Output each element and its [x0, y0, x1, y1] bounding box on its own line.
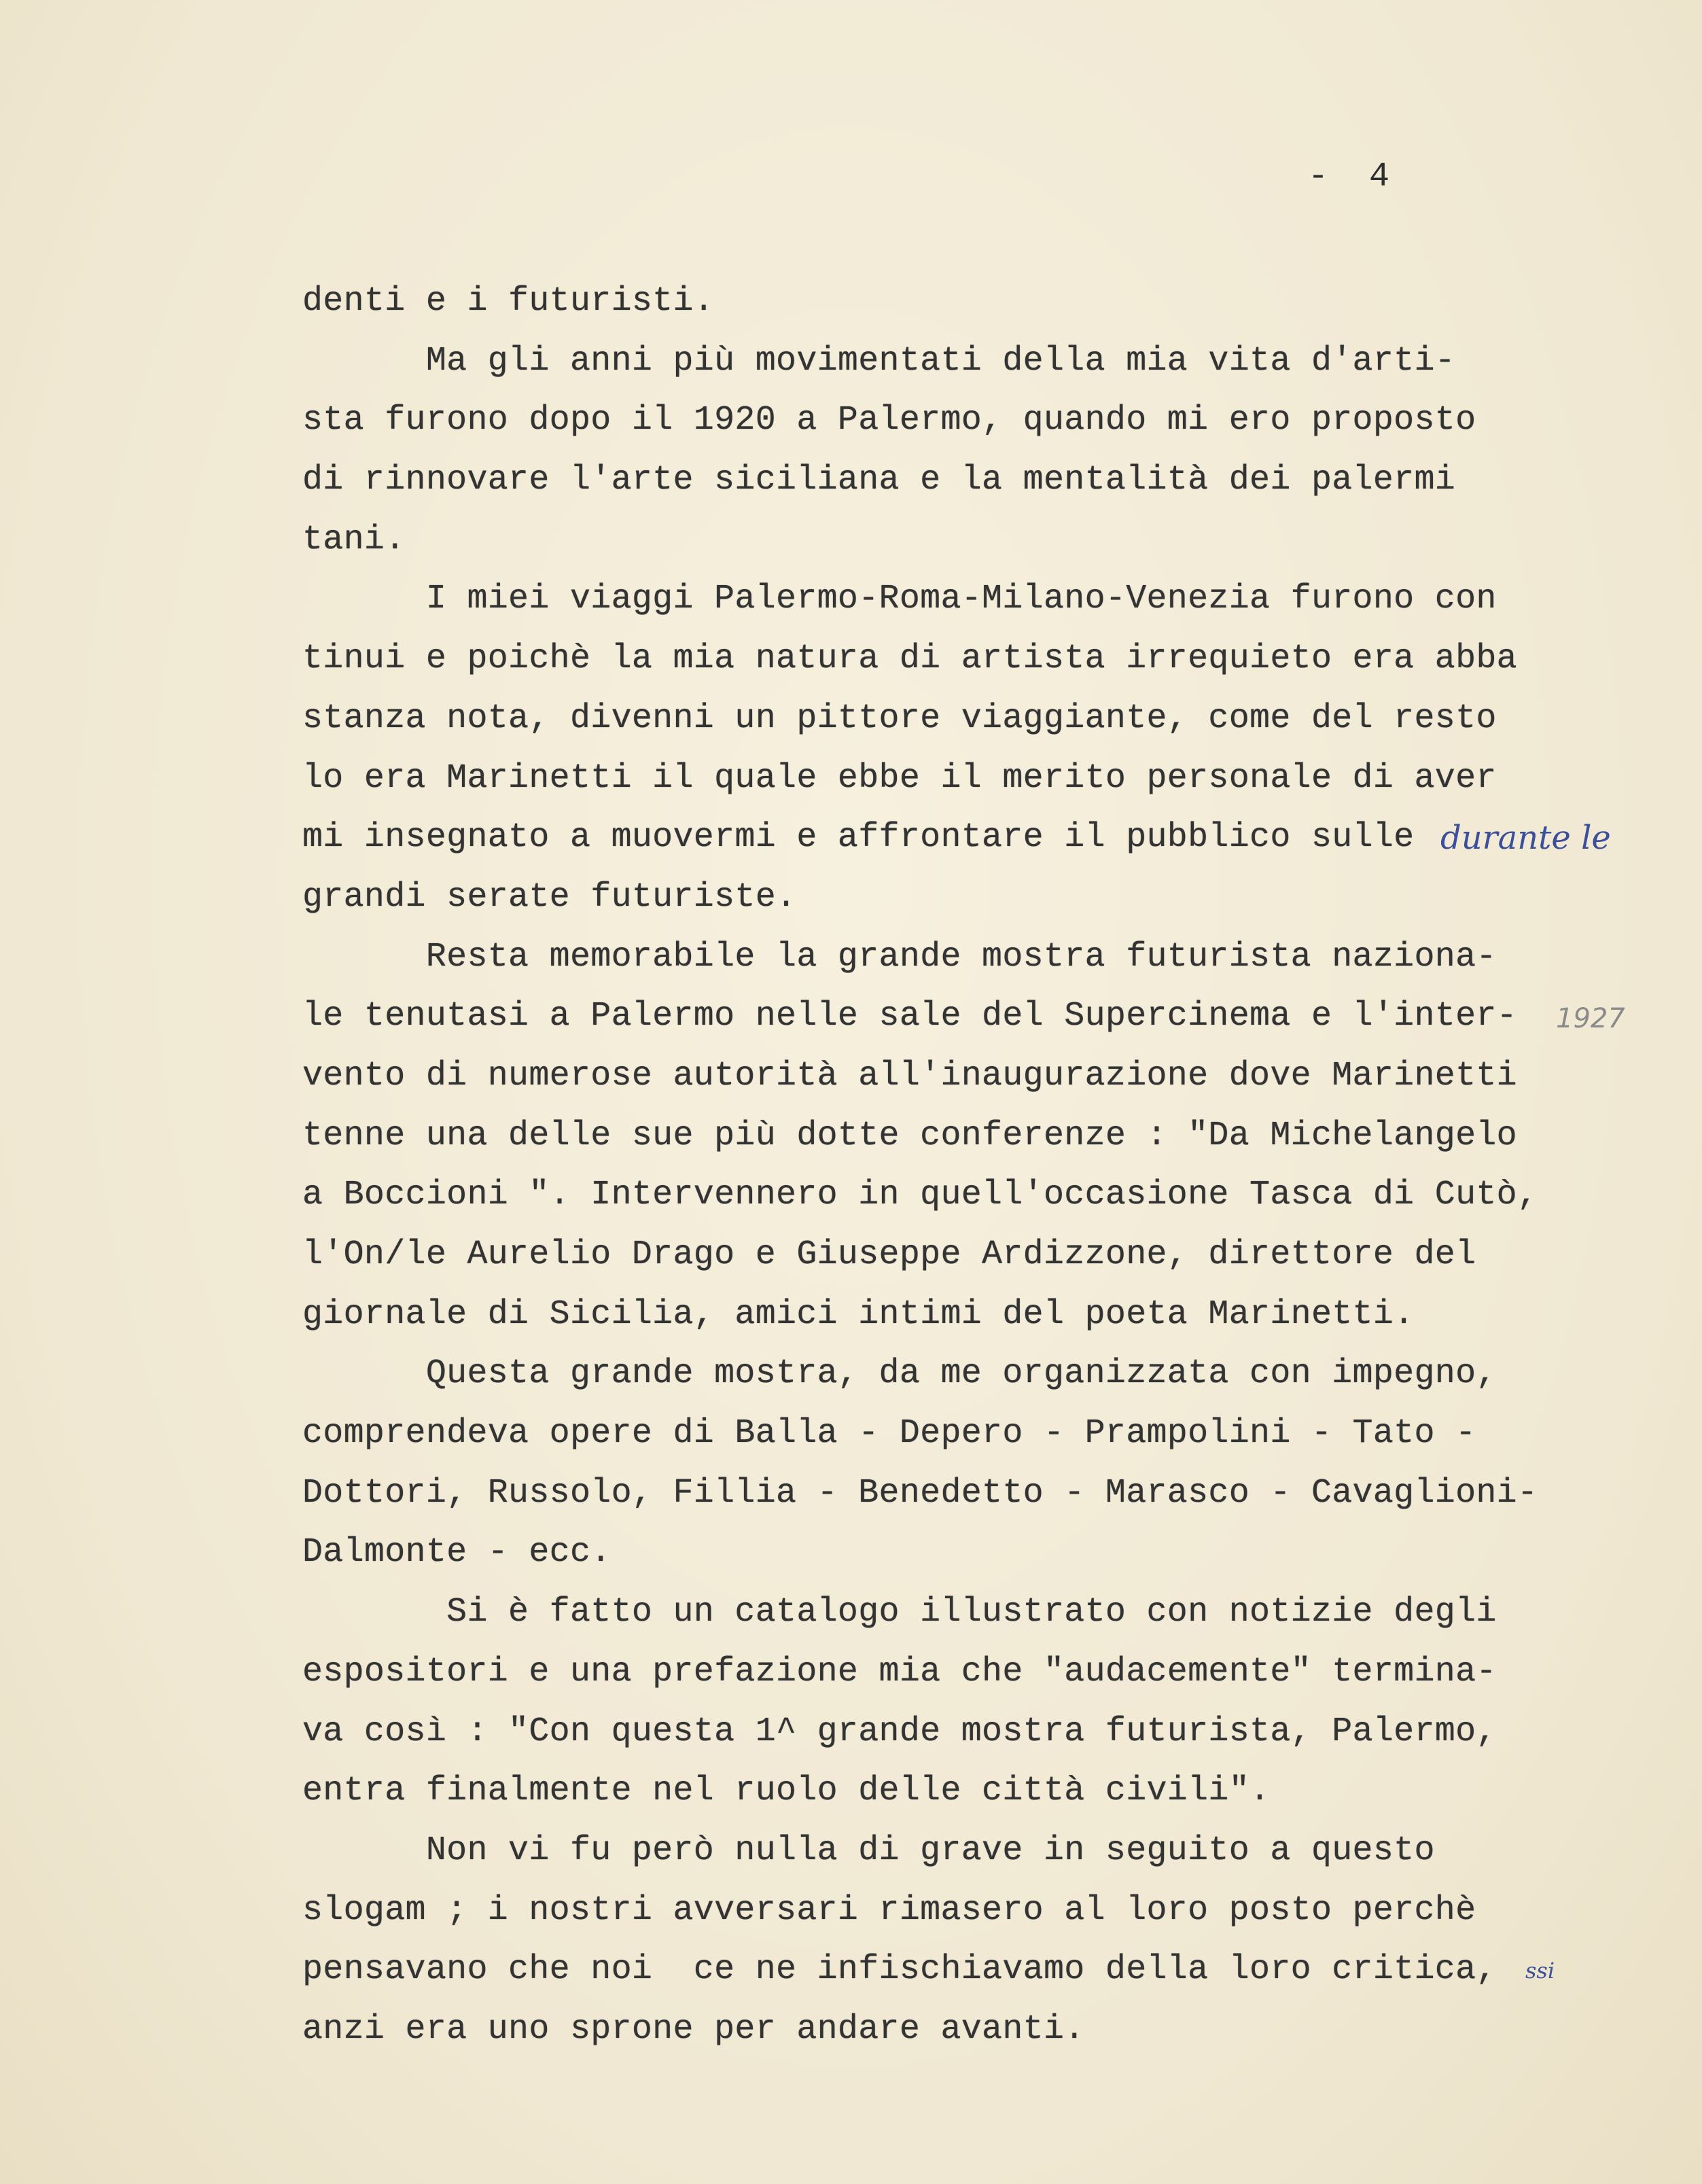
text-line: Dalmonte - ecc.	[302, 1533, 611, 1572]
text-line: lo era Marinetti il quale ebbe il merito personale di aver	[302, 758, 1497, 798]
handwritten-annotation: durante le	[1440, 819, 1611, 857]
text-line: sta furono dopo il 1920 a Palermo, quando mi ero proposto	[302, 401, 1476, 440]
text-line: mi insegnato a muovermi e affrontare il pubblico sulle	[302, 818, 1415, 858]
page-number: - 4	[1308, 158, 1390, 196]
text-line: Si è fatto un catalogo illustrato con notizie degli	[302, 1593, 1497, 1632]
text-line: anzi era uno sprone per andare avanti.	[302, 2009, 1085, 2049]
text-line: giornale di Sicilia, amici intimi del poeta Marinetti.	[302, 1294, 1415, 1334]
text-line: l'On/le Aurelio Drago e Giuseppe Ardizzone, direttore del	[302, 1235, 1476, 1274]
text-line: le tenutasi a Palermo nelle sale del Supercinema e l'inter-	[302, 997, 1517, 1036]
text-line: comprendeva opere di Balla - Depero - Prampolini - Tato -	[302, 1414, 1476, 1454]
text-line: stanza nota, divenni un pittore viaggiante, come del resto	[302, 699, 1497, 738]
typewritten-text	[302, 272, 1538, 2060]
text-line: Questa grande mostra, da me organizzata con impegno,	[302, 1354, 1497, 1394]
text-line: tani.	[302, 520, 406, 559]
text-line: pensavano che noi ce ne infischiavamo della loro critica,	[302, 1950, 1497, 1990]
text-line: entra finalmente nel ruolo delle città civili".	[302, 1772, 1271, 1811]
text-line: vento di numerose autorità all'inaugurazione dove Marinetti	[302, 1056, 1517, 1095]
text-line: tinui e poichè la mia natura di artista irrequieto era abba	[302, 639, 1517, 679]
text-line: di rinnovare l'arte siciliana e la mentalità dei palermi	[302, 461, 1456, 500]
pencil-annotation: 1927	[1556, 1003, 1625, 1034]
text-line: tenne una delle sue più dotte conferenze : "Da Michelangelo	[302, 1116, 1517, 1155]
handwritten-annotation: ssi	[1525, 1958, 1555, 1984]
text-line: slogam ; i nostri avversari rimasero al loro posto perchè	[302, 1890, 1476, 1930]
text-line: Ma gli anni più movimentati della mia vita d'arti-	[302, 341, 1456, 381]
text-line: Resta memorabile la grande mostra futurista naziona-	[302, 937, 1497, 976]
text-line: denti e i futuristi.	[302, 282, 715, 321]
text-line: a Boccioni ". Intervennero in quell'occasione Tasca di Cutò,	[302, 1176, 1538, 1215]
text-line: Non vi fu però nulla di grave in seguito a questo	[302, 1831, 1435, 1870]
text-line: grandi serate futuriste.	[302, 877, 797, 917]
text-line: Dottori, Russolo, Fillia - Benedetto - Marasco - Cavaglioni-	[302, 1473, 1538, 1513]
text-line: espositori e una prefazione mia che "audacemente" termina-	[302, 1652, 1497, 1691]
text-line: va così : "Con questa 1^ grande mostra futurista, Palermo,	[302, 1712, 1497, 1751]
text-line: I miei viaggi Palermo-Roma-Milano-Venezia furono con	[302, 580, 1497, 619]
